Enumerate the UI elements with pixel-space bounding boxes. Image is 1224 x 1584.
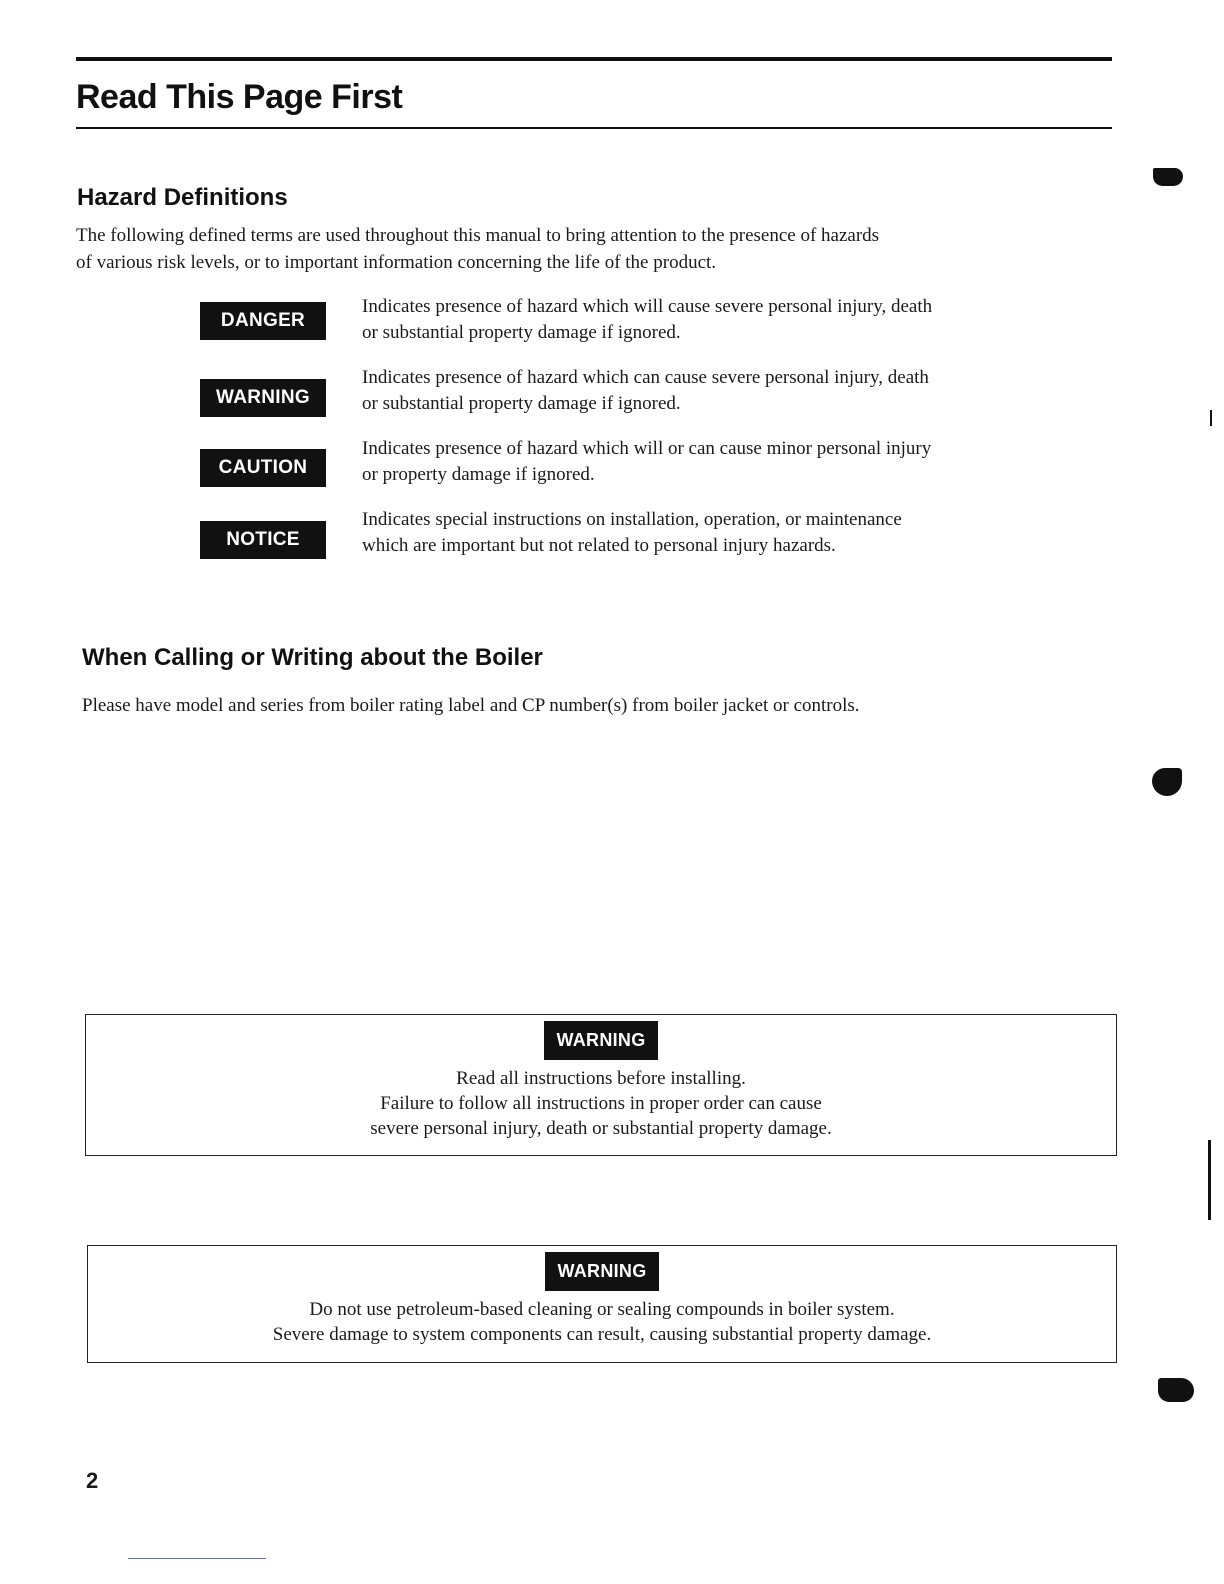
danger-badge: DANGER (200, 302, 326, 340)
scan-edge-mark (1210, 410, 1212, 426)
warning-description (362, 365, 1102, 417)
caution-badge: CAUTION (200, 449, 326, 487)
warning-box-badge: WARNING (545, 1252, 658, 1291)
hazard-definitions-heading: Hazard Definitions (77, 184, 288, 211)
caution-description-line: Indicates presence of hazard which will or can cause minor personal injury (362, 438, 932, 459)
danger-description-line: Indicates presence of hazard which will cause severe personal injury, death (362, 296, 933, 317)
warning-box-line: severe personal injury, death or substantial property damage. (370, 1118, 832, 1139)
hazard-intro-line: The following defined terms are used throughout this manual to bring attention to the presence of hazards (76, 225, 880, 246)
hazard-definition-list (200, 294, 1100, 578)
scan-blot-mark (1153, 168, 1183, 186)
warning-box-line: Do not use petroleum-based cleaning or sealing compounds in boiler system. (309, 1299, 895, 1320)
page-title: Read This Page First (76, 78, 403, 116)
hazard-definition-caution (200, 436, 1100, 507)
scan-artifact-line (128, 1558, 266, 1559)
page-number: 2 (86, 1468, 99, 1493)
warning-box-line: Severe damage to system components can result, causing substantial property damage. (272, 1324, 932, 1345)
warning-box-petroleum (87, 1245, 1117, 1363)
warning-box-badge: WARNING (544, 1021, 657, 1060)
warning-badge: WARNING (200, 379, 326, 417)
title-underline (76, 127, 1112, 129)
notice-description-line: Indicates special instructions on installation, operation, or maintenance (362, 509, 902, 530)
scan-blot-mark (1152, 768, 1182, 796)
warning-box-line: Failure to follow all instructions in proper order can cause (380, 1093, 822, 1114)
warning-description-line: or substantial property damage if ignored. (362, 393, 681, 414)
hazard-intro-paragraph (76, 222, 1116, 276)
warning-description-line: Indicates presence of hazard which can cause severe personal injury, death (362, 367, 929, 388)
scan-blot-mark (1158, 1378, 1194, 1402)
hazard-definition-danger (200, 294, 1100, 365)
hazard-definition-notice (200, 507, 1100, 578)
warning-box-installation (85, 1014, 1117, 1156)
danger-description-line: or substantial property damage if ignored. (362, 322, 681, 343)
calling-heading: When Calling or Writing about the Boiler (82, 644, 543, 671)
notice-description (362, 507, 1102, 559)
top-rule (76, 57, 1112, 61)
hazard-definition-warning (200, 365, 1100, 436)
warning-box-line: Read all instructions before installing. (456, 1068, 746, 1089)
caution-description-line: or property damage if ignored. (362, 464, 595, 485)
danger-description (362, 294, 1102, 346)
caution-description (362, 436, 1102, 488)
calling-instructions: Please have model and series from boiler rating label and CP number(s) from boiler jacket or controls. (82, 695, 860, 716)
scan-edge-mark (1208, 1140, 1211, 1220)
notice-badge: NOTICE (200, 521, 326, 559)
warning-box-text (88, 1297, 1116, 1347)
warning-box-text (86, 1066, 1116, 1141)
hazard-intro-line: of various risk levels, or to important information concerning the life of the product. (76, 252, 717, 273)
notice-description-line: which are important but not related to personal injury hazards. (362, 535, 836, 556)
